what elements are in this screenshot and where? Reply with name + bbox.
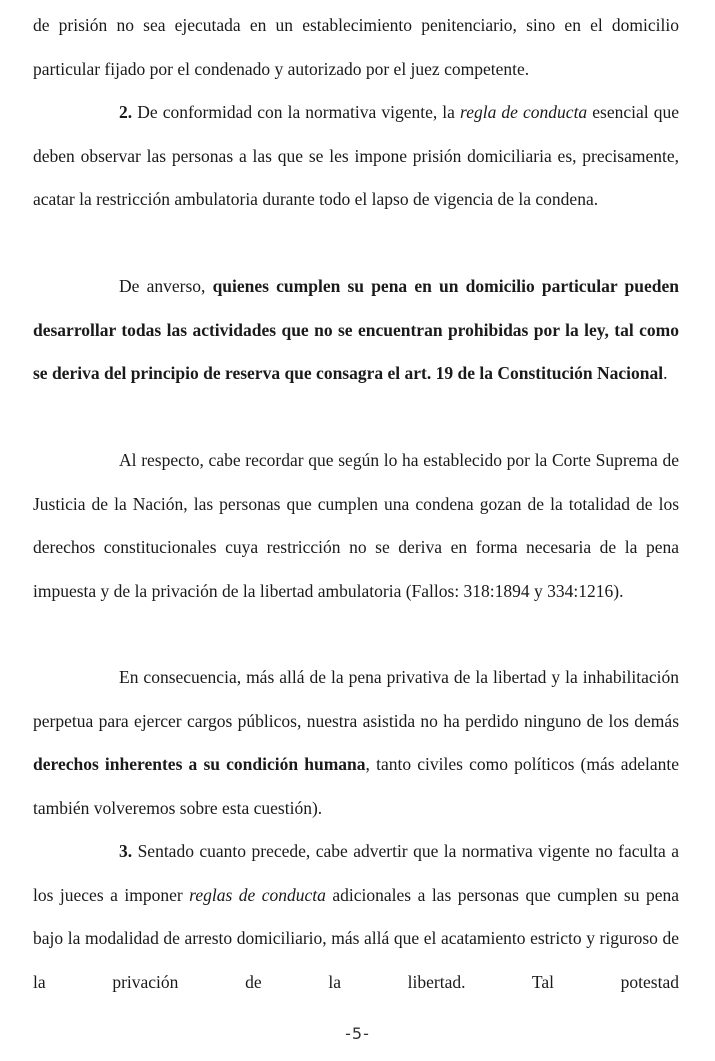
- paragraph-text: , tanto civiles como políticos (más adelante también volveremos sobre esta cuestión).: [33, 754, 679, 818]
- paragraph-consecuencia: [33, 656, 679, 830]
- paragraph-anverso: [33, 265, 679, 396]
- paragraph-section-3: [33, 830, 679, 1004]
- italic-term: reglas de conducta: [189, 884, 326, 905]
- page-number: -5-: [345, 1024, 370, 1043]
- paragraph-text: esencial que deben observar las personas a las que se les impone prisión domiciliaria es, precisamente, acatar la restricción ambulatoria durante todo el lapso de vigencia de la condena.: [33, 102, 679, 209]
- section-number: 3.: [119, 841, 133, 861]
- paragraph-text: adicionales a las personas que cumplen su pena bajo la modalidad de arresto domiciliario, más allá que el acatamiento estricto y riguroso de la privación de la libertad. Tal potestad: [33, 884, 680, 992]
- paragraph-corte-suprema: [33, 439, 679, 613]
- paragraph-text: de prisión no sea ejecutada en un establecimiento penitenciario, sino en el domicilio particular fijado por el condenado y autorizado por el juez competente.: [33, 15, 679, 79]
- italic-term: regla de conducta: [460, 102, 588, 122]
- paragraph-text: De conformidad con la normativa vigente, la: [132, 102, 461, 122]
- section-number: 2.: [119, 102, 133, 122]
- paragraph-continuation: [33, 4, 679, 91]
- paragraph-text: Al respecto, cabe recordar que según lo ha establecido por la Corte Suprema de Justicia de la Nación, las personas que cumplen una condena gozan de la totalidad de los derechos constitucionales cuya restricción no se deriva en forma necesaria de la pena impuesta y de la privación de la libertad ambulatoria (Fallos: 318:1894 y 334:1216).: [33, 450, 679, 601]
- paragraph-text: En consecuencia, más allá de la pena privativa de la libertad y la inhabilitación perpetua para ejercer cargos públicos, nuestra asistida no ha perdido ninguno de los demás: [33, 667, 679, 731]
- paragraph-text: .: [663, 363, 668, 383]
- bold-statement: derechos inherentes a su condición humana: [33, 754, 366, 774]
- paragraph-section-2: [33, 91, 679, 222]
- bold-statement: quienes cumplen su pena en un domicilio particular pueden desarrollar todas las actividades que no se encuentran prohibidas por la ley, tal como se deriva del principio de reserva que consagra el art. 19 de la Constitución Nacional: [33, 276, 680, 383]
- paragraph-text: De anverso,: [119, 276, 213, 296]
- paragraph-text: Sentado cuanto precede, cabe advertir que la normativa vigente no faculta a los jueces a imponer: [33, 841, 679, 905]
